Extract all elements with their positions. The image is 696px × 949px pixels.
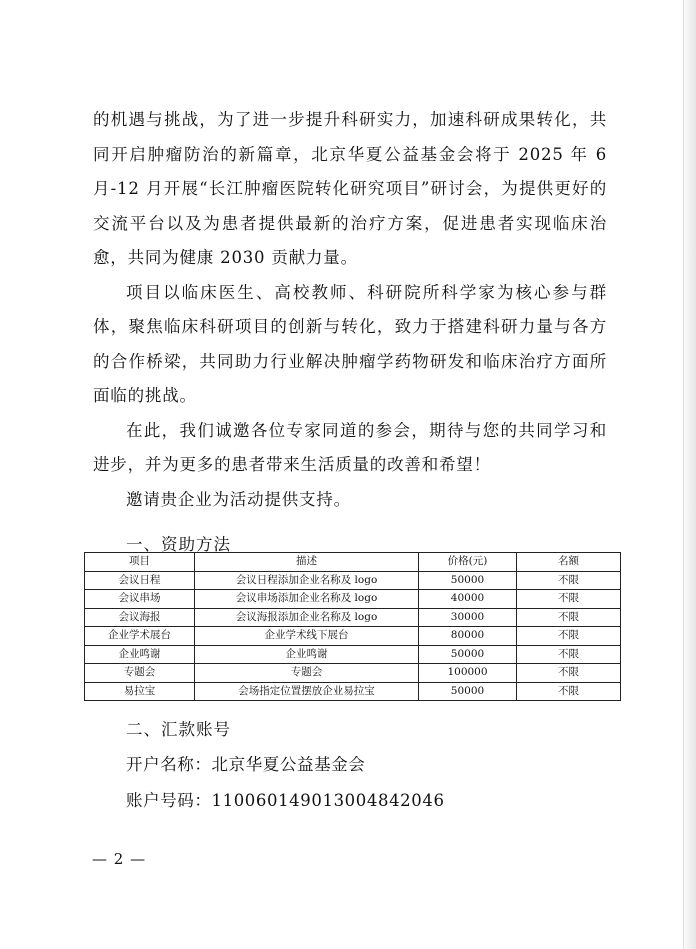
cell-quota: 不限 (517, 664, 621, 683)
cell-price: 80000 (419, 627, 517, 646)
table-row (85, 682, 621, 701)
section-1-title: 一、资助方法 (126, 535, 231, 554)
cell-description: 会议海报添加企业名称及 logo (195, 608, 419, 627)
cell-quota: 不限 (517, 682, 621, 701)
cell-description: 专题会 (195, 664, 419, 683)
page-edge (683, 0, 696, 949)
account-number: 账户号码：11006014901300484​2046 (126, 791, 445, 810)
cell-quota: 不限 (517, 645, 621, 664)
cell-quota: 不限 (517, 608, 621, 627)
paragraph-1: 的机遇与挑战，为了进一步提升科研实力，加速科研成果转化，共同开启肿瘤防治的新篇章，北京华夏公益基金会将于 2025 年 6 月-12 月开展“长江肿瘤医院转化研究项目”研讨会，为提供更好的交流平台以及为患者提供最新的治疗方案，促进患者实现临床治愈，共同为健康 2030 贡献力量。 (93, 110, 607, 267)
sponsorship-table (84, 552, 621, 701)
cell-price: 40000 (419, 590, 517, 609)
header-item: 项目 (85, 553, 195, 572)
cell-item: 会议串场 (85, 590, 195, 609)
cell-price: 100000 (419, 664, 517, 683)
cell-quota: 不限 (517, 571, 621, 590)
cell-description: 会议日程添加企业名称及 logo (195, 571, 419, 590)
table-row (85, 608, 621, 627)
cell-item: 企业鸣谢 (85, 645, 195, 664)
cell-quota: 不限 (517, 590, 621, 609)
cell-description: 会议串场添加企业名称及 logo (195, 590, 419, 609)
cell-description: 会场指定位置摆放企业易拉宝 (195, 682, 419, 701)
cell-item: 企业学术展台 (85, 627, 195, 646)
page-number: — 2 — (92, 850, 147, 868)
paragraph-2: 项目以临床医生、高校教师、科研院所科学家为核心参与群体，聚焦临床科研项目的创新与转化，致力于搭建科研力量与各方的合作桥梁，共同助力行业解决肿瘤学药物研发和临床治疗方面所面临的挑战。 (93, 282, 607, 405)
table-row (85, 627, 621, 646)
header-price: 价格(元) (419, 553, 517, 572)
table-header-row (85, 553, 621, 572)
paragraph-4: 邀请贵企业为活动提供支持。 (126, 489, 351, 509)
cell-item: 易拉宝 (85, 682, 195, 701)
table-row (85, 590, 621, 609)
cell-quota: 不限 (517, 627, 621, 646)
table-row (85, 645, 621, 664)
table-row (85, 571, 621, 590)
cell-description: 企业鸣谢 (195, 645, 419, 664)
cell-price: 30000 (419, 608, 517, 627)
cell-item: 专题会 (85, 664, 195, 683)
cell-price: 50000 (419, 682, 517, 701)
header-quota: 名额 (517, 553, 621, 572)
account-name: 开户名称：北京华夏公益基金会 (126, 755, 366, 774)
cell-item: 会议日程 (85, 571, 195, 590)
cell-item: 会议海报 (85, 608, 195, 627)
cell-price: 50000 (419, 571, 517, 590)
header-description: 描述 (195, 553, 419, 572)
section-2-title: 二、汇款账号 (126, 720, 231, 739)
paragraph-3: 在此，我们诚邀各位专家同道的参会，期待与您的共同学习和进步，并为更多的患者带来生活质量的改善和希望！ (93, 420, 607, 474)
cell-description: 企业学术线下展台 (195, 627, 419, 646)
body-text (93, 103, 607, 517)
cell-price: 50000 (419, 645, 517, 664)
table-row (85, 664, 621, 683)
